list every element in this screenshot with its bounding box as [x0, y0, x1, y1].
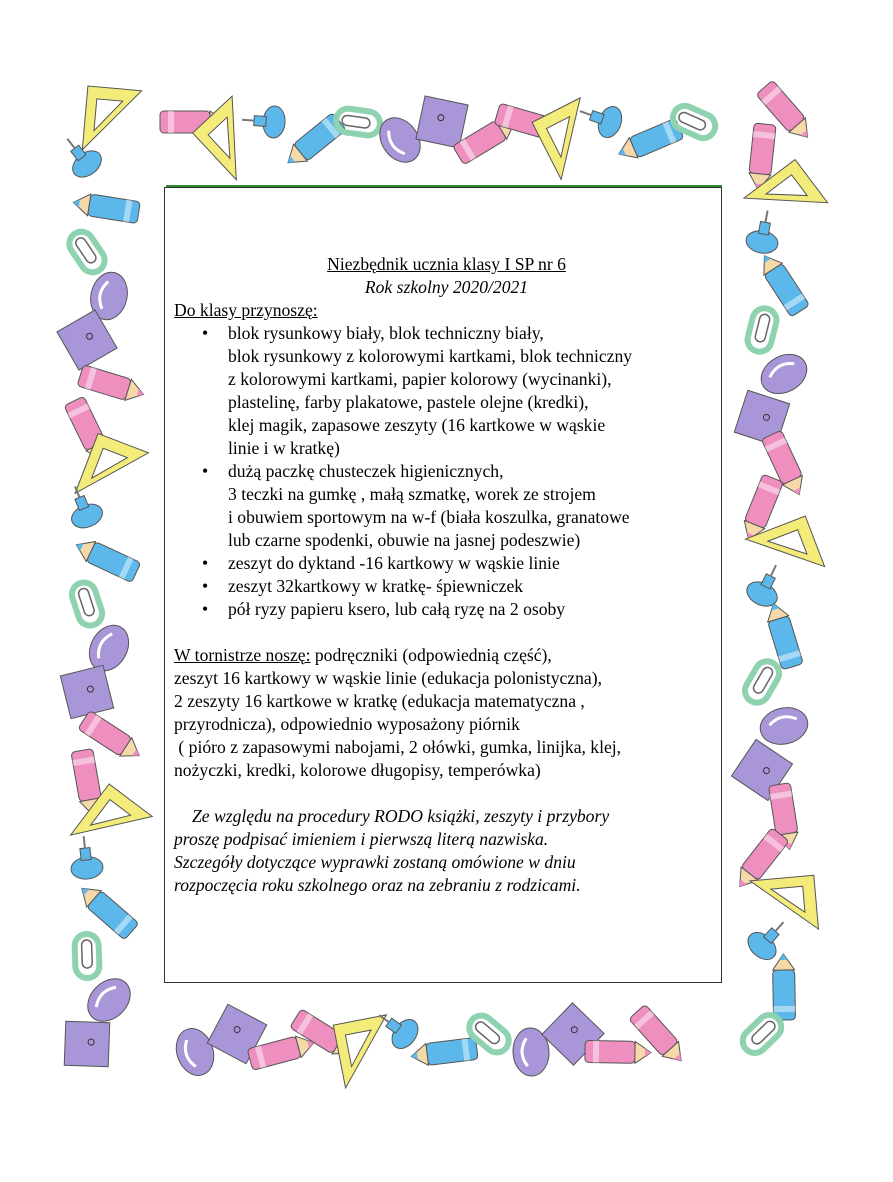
backpack-line: 2 zeszyty 16 kartkowe w kratkę (edukacja matematyczna , — [174, 691, 585, 711]
note-line: proszę podpisać imieniem i pierwszą literą nazwiska. — [174, 829, 549, 849]
paper-clip-icon — [335, 107, 382, 137]
rodo-note — [174, 805, 719, 897]
pushpin-icon — [574, 96, 625, 141]
sticky-note-icon — [60, 665, 113, 718]
eraser-icon — [170, 1023, 220, 1080]
paper-clip-icon — [65, 227, 110, 277]
pushpin-icon — [743, 912, 796, 965]
classroom-items-list — [174, 322, 719, 621]
backpack-first-line — [174, 644, 719, 667]
bullet-line: 3 teczki na gumkę , małą szmatkę, worek ze strojem — [228, 484, 596, 504]
pushpin-icon — [68, 835, 104, 881]
crayon-icon — [72, 535, 141, 583]
sticky-note-icon — [64, 1021, 110, 1067]
bullet-line: blok rysunkowy z kolorowymi kartkami, blok techniczny — [228, 346, 633, 366]
pushpin-icon — [744, 208, 783, 256]
crayon-icon — [410, 1037, 478, 1067]
bullet-item — [174, 322, 719, 460]
pushpin-icon — [241, 104, 286, 139]
document-title: Niezbędnik ucznia klasy I SP nr 6 — [327, 254, 566, 274]
section-heading-classroom: Do klasy przynoszę: — [174, 300, 318, 320]
bullet-item — [174, 598, 719, 621]
backpack-line: przyrodnicza), odpowiednio wyposażony piórnik — [174, 714, 520, 734]
bullet-line: linie i w kratkę) — [228, 438, 340, 458]
paper-clip-icon — [741, 657, 784, 707]
document-subtitle: Rok szkolny 2020/2021 — [364, 277, 529, 297]
bullet-line: • dużą paczkę chusteczek higienicznych, — [228, 461, 504, 481]
pushpin-icon — [743, 558, 791, 611]
paper-clip-icon — [69, 579, 105, 628]
sticky-note-icon — [416, 96, 468, 148]
bullet-item — [174, 552, 719, 575]
backpack-items — [174, 667, 719, 782]
crayon-icon — [772, 954, 795, 1020]
crayon-icon — [75, 880, 139, 940]
bullet-line: • zeszyt do dyktand -16 kartkowy w wąskie linie — [228, 553, 560, 573]
backpack-first-text: podręczniki (odpowiednią część), — [310, 645, 552, 665]
bullet-line: • blok rysunkowy biały, blok techniczny biały, — [228, 323, 544, 343]
bullet-item — [174, 460, 719, 552]
frame-top-accent-line — [166, 185, 722, 187]
pushpin-icon — [55, 129, 107, 183]
eraser-icon — [757, 703, 812, 749]
crayon-icon — [72, 192, 141, 224]
bullet-line: lub czarne spodenki, obuwie na jasnej podeszwie) — [228, 530, 581, 550]
bullet-line: z kolorowymi kartkami, papier kolorowy (wycinanki), — [228, 369, 612, 389]
bullet-line: • zeszyt 32kartkowy w kratkę- śpiewniczek — [228, 576, 524, 596]
crayon-icon — [77, 365, 147, 405]
note-line: Ze względu na procedury RODO książki, zeszyty i przybory — [192, 806, 610, 826]
eraser-icon — [754, 347, 813, 402]
bullet-line: • pół ryzy papieru ksero, lub całą ryzę na 2 osoby — [228, 599, 566, 619]
bullet-line: klej magik, zapasowe zeszyty (16 kartkowe w wąskie — [228, 415, 606, 435]
set-square-icon — [532, 98, 609, 180]
paper-clip-icon — [745, 306, 779, 354]
backpack-line: zeszyt 16 kartkowy w wąskie linie (edukacja polonistyczna), — [174, 668, 602, 688]
paper-clip-icon — [738, 1010, 786, 1058]
backpack-line: nożyczki, kredki, kolorowe długopisy, temperówka) — [174, 760, 541, 780]
bullet-item — [174, 575, 719, 598]
paper-clip-icon — [74, 934, 100, 979]
bullet-line: i obuwiem sportowym na w-f (biała koszulka, granatowe — [228, 507, 630, 527]
note-line: rozpoczęcia roku szkolnego oraz na zebraniu z rodzicami. — [174, 875, 581, 895]
set-square-icon — [193, 96, 276, 180]
document-content — [174, 253, 719, 897]
section-heading-backpack: W tornistrze noszę: — [174, 645, 311, 665]
backpack-line: ( pióro z zapasowymi nabojami, 2 ołówki, gumka, linijka, klej, — [174, 737, 622, 757]
note-line: Szczegóły dotyczące wyprawki zostaną omówione w dniu — [174, 852, 576, 872]
set-square-icon — [82, 86, 141, 154]
crayon-icon — [585, 1040, 651, 1063]
set-square-icon — [750, 875, 818, 934]
bullet-line: plastelinę, farby plakatowe, pastele olejne (kredki), — [228, 392, 589, 412]
